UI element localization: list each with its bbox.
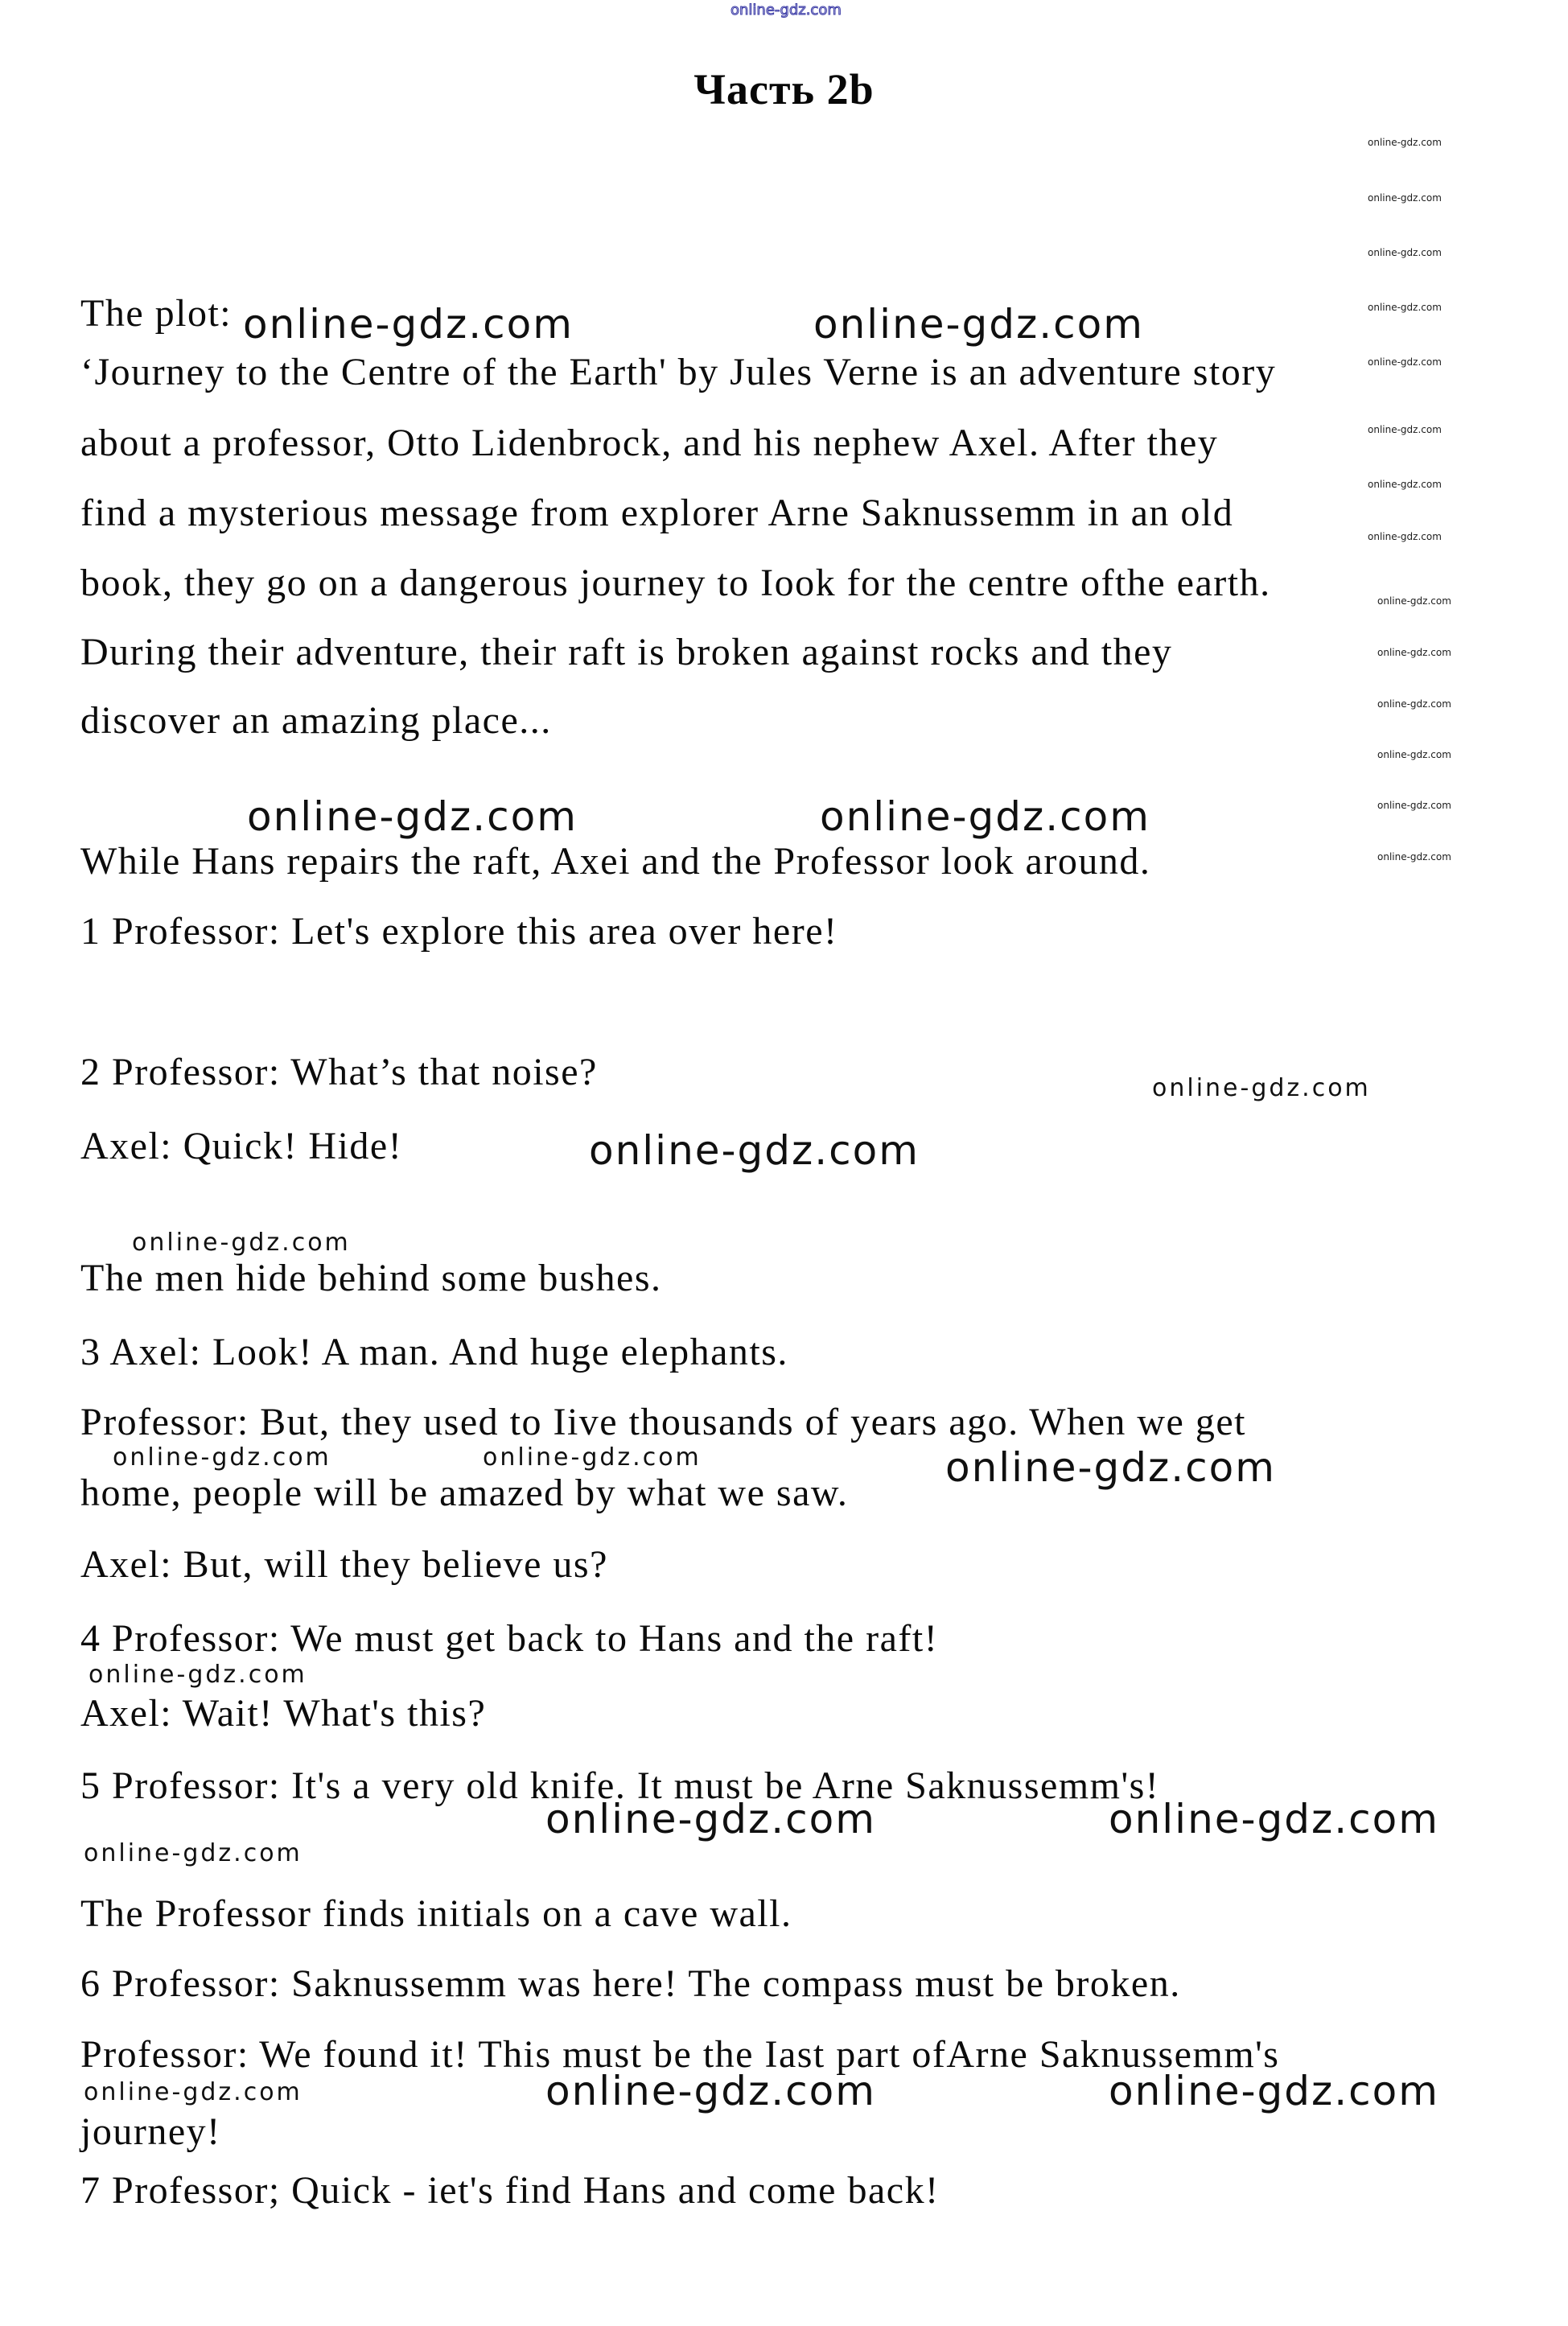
text-line: 6 Professor: Saknussemm was here! The compass must be broken. xyxy=(80,1962,1181,2005)
watermark-online-gdz: online-gdz.com xyxy=(1377,851,1451,862)
text-line: Professor: We found it! This must be the Iast part ofArne Saknussemm's xyxy=(80,2033,1280,2076)
text-line: 2 Professor: What’s that noise? xyxy=(80,1051,598,1093)
watermark-online-gdz: online-gdz.com xyxy=(132,1229,351,1257)
text-line: 5 Professor: It's a very old knife. It must be Arne Saknussemm's! xyxy=(80,1764,1160,1807)
watermark-online-gdz: online-gdz.com xyxy=(945,1444,1276,1491)
watermark-online-gdz: online-gdz.com xyxy=(545,1796,876,1842)
watermark-online-gdz: online-gdz.com xyxy=(1109,2068,1439,2114)
watermark-online-gdz: online-gdz.com xyxy=(1377,698,1451,710)
watermark-online-gdz: online-gdz.com xyxy=(589,1127,920,1174)
watermark-online-gdz: online-gdz.com xyxy=(820,793,1150,840)
watermark-online-gdz: online-gdz.com xyxy=(1368,531,1442,542)
watermark-online-gdz: online-gdz.com xyxy=(1377,800,1451,811)
text-line: 3 Axel: Look! A man. And huge elephants. xyxy=(80,1331,788,1373)
watermark-online-gdz: online-gdz.com xyxy=(247,793,578,840)
watermark-online-gdz: online-gdz.com xyxy=(1152,1074,1371,1102)
text-line: The Professor finds initials on a cave wall. xyxy=(80,1892,792,1935)
watermark-online-gdz: online-gdz.com xyxy=(1368,424,1442,435)
text-line: 7 Professor; Quick - iet's find Hans and come back! xyxy=(80,2169,940,2212)
text-line: book, they go on a dangerous journey to Iook for the centre ofthe earth. xyxy=(80,562,1271,604)
watermark-online-gdz: online-gdz.com xyxy=(1368,192,1442,204)
text-line: ‘Journey to the Centre of the Earth' by Jules Verne is an adventure story xyxy=(80,351,1277,393)
watermark-online-gdz: online-gdz.com xyxy=(483,1443,702,1472)
watermark-online-gdz: online-gdz.com xyxy=(1368,137,1442,148)
page-title: Часть 2b xyxy=(693,65,875,113)
watermark-online-gdz: online-gdz.com xyxy=(1377,647,1451,658)
text-line: Professor: But, they used to Iive thousands of years ago. When we get xyxy=(80,1401,1246,1443)
text-line: Axel: Wait! What's this? xyxy=(80,1692,487,1735)
watermark-online-gdz: online-gdz.com xyxy=(1368,247,1442,258)
watermark-online-gdz: online-gdz.com xyxy=(1368,479,1442,490)
text-line: 1 Professor: Let's explore this area over here! xyxy=(80,910,838,953)
text-line: find a mysterious message from explorer Arne Saknussemm in an old xyxy=(80,492,1234,534)
watermark-online-gdz: online-gdz.com xyxy=(243,301,574,348)
text-line: The plot: xyxy=(80,292,233,335)
watermark-online-gdz: online-gdz.com xyxy=(84,1839,302,1867)
watermark-online-gdz: online-gdz.com xyxy=(1377,595,1451,607)
text-line: While Hans repairs the raft, Axei and the Professor look around. xyxy=(80,840,1151,883)
watermark-online-gdz: online-gdz.com xyxy=(1109,1796,1439,1842)
text-line: home, people will be amazed by what we saw. xyxy=(80,1472,849,1514)
watermark-online-gdz: online-gdz.com xyxy=(813,301,1144,348)
watermark-online-gdz: online-gdz.com xyxy=(84,2078,302,2106)
watermark-online-gdz: online-gdz.com xyxy=(1377,749,1451,760)
watermark-online-gdz: online-gdz.com xyxy=(88,1661,307,1689)
text-line: about a professor, Otto Lidenbrock, and his nephew Axel. After they xyxy=(80,422,1219,464)
text-line: Axel: But, will they believe us? xyxy=(80,1543,608,1586)
watermark-online-gdz: online-gdz.com xyxy=(113,1443,331,1472)
watermark-online-gdz: online-gdz.com xyxy=(545,2068,876,2114)
text-line: 4 Professor: We must get back to Hans and the raft! xyxy=(80,1617,939,1660)
watermark-online-gdz: online-gdz.com xyxy=(1368,302,1442,313)
text-line: journey! xyxy=(80,2110,221,2153)
text-line: The men hide behind some bushes. xyxy=(80,1257,662,1299)
text-line: During their adventure, their raft is broken against rocks and they xyxy=(80,631,1173,673)
text-line: discover an amazing place... xyxy=(80,699,552,742)
watermark-top: online-gdz.com xyxy=(730,2,842,19)
watermark-online-gdz: online-gdz.com xyxy=(1368,356,1442,368)
text-line: Axel: Quick! Hide! xyxy=(80,1125,403,1167)
